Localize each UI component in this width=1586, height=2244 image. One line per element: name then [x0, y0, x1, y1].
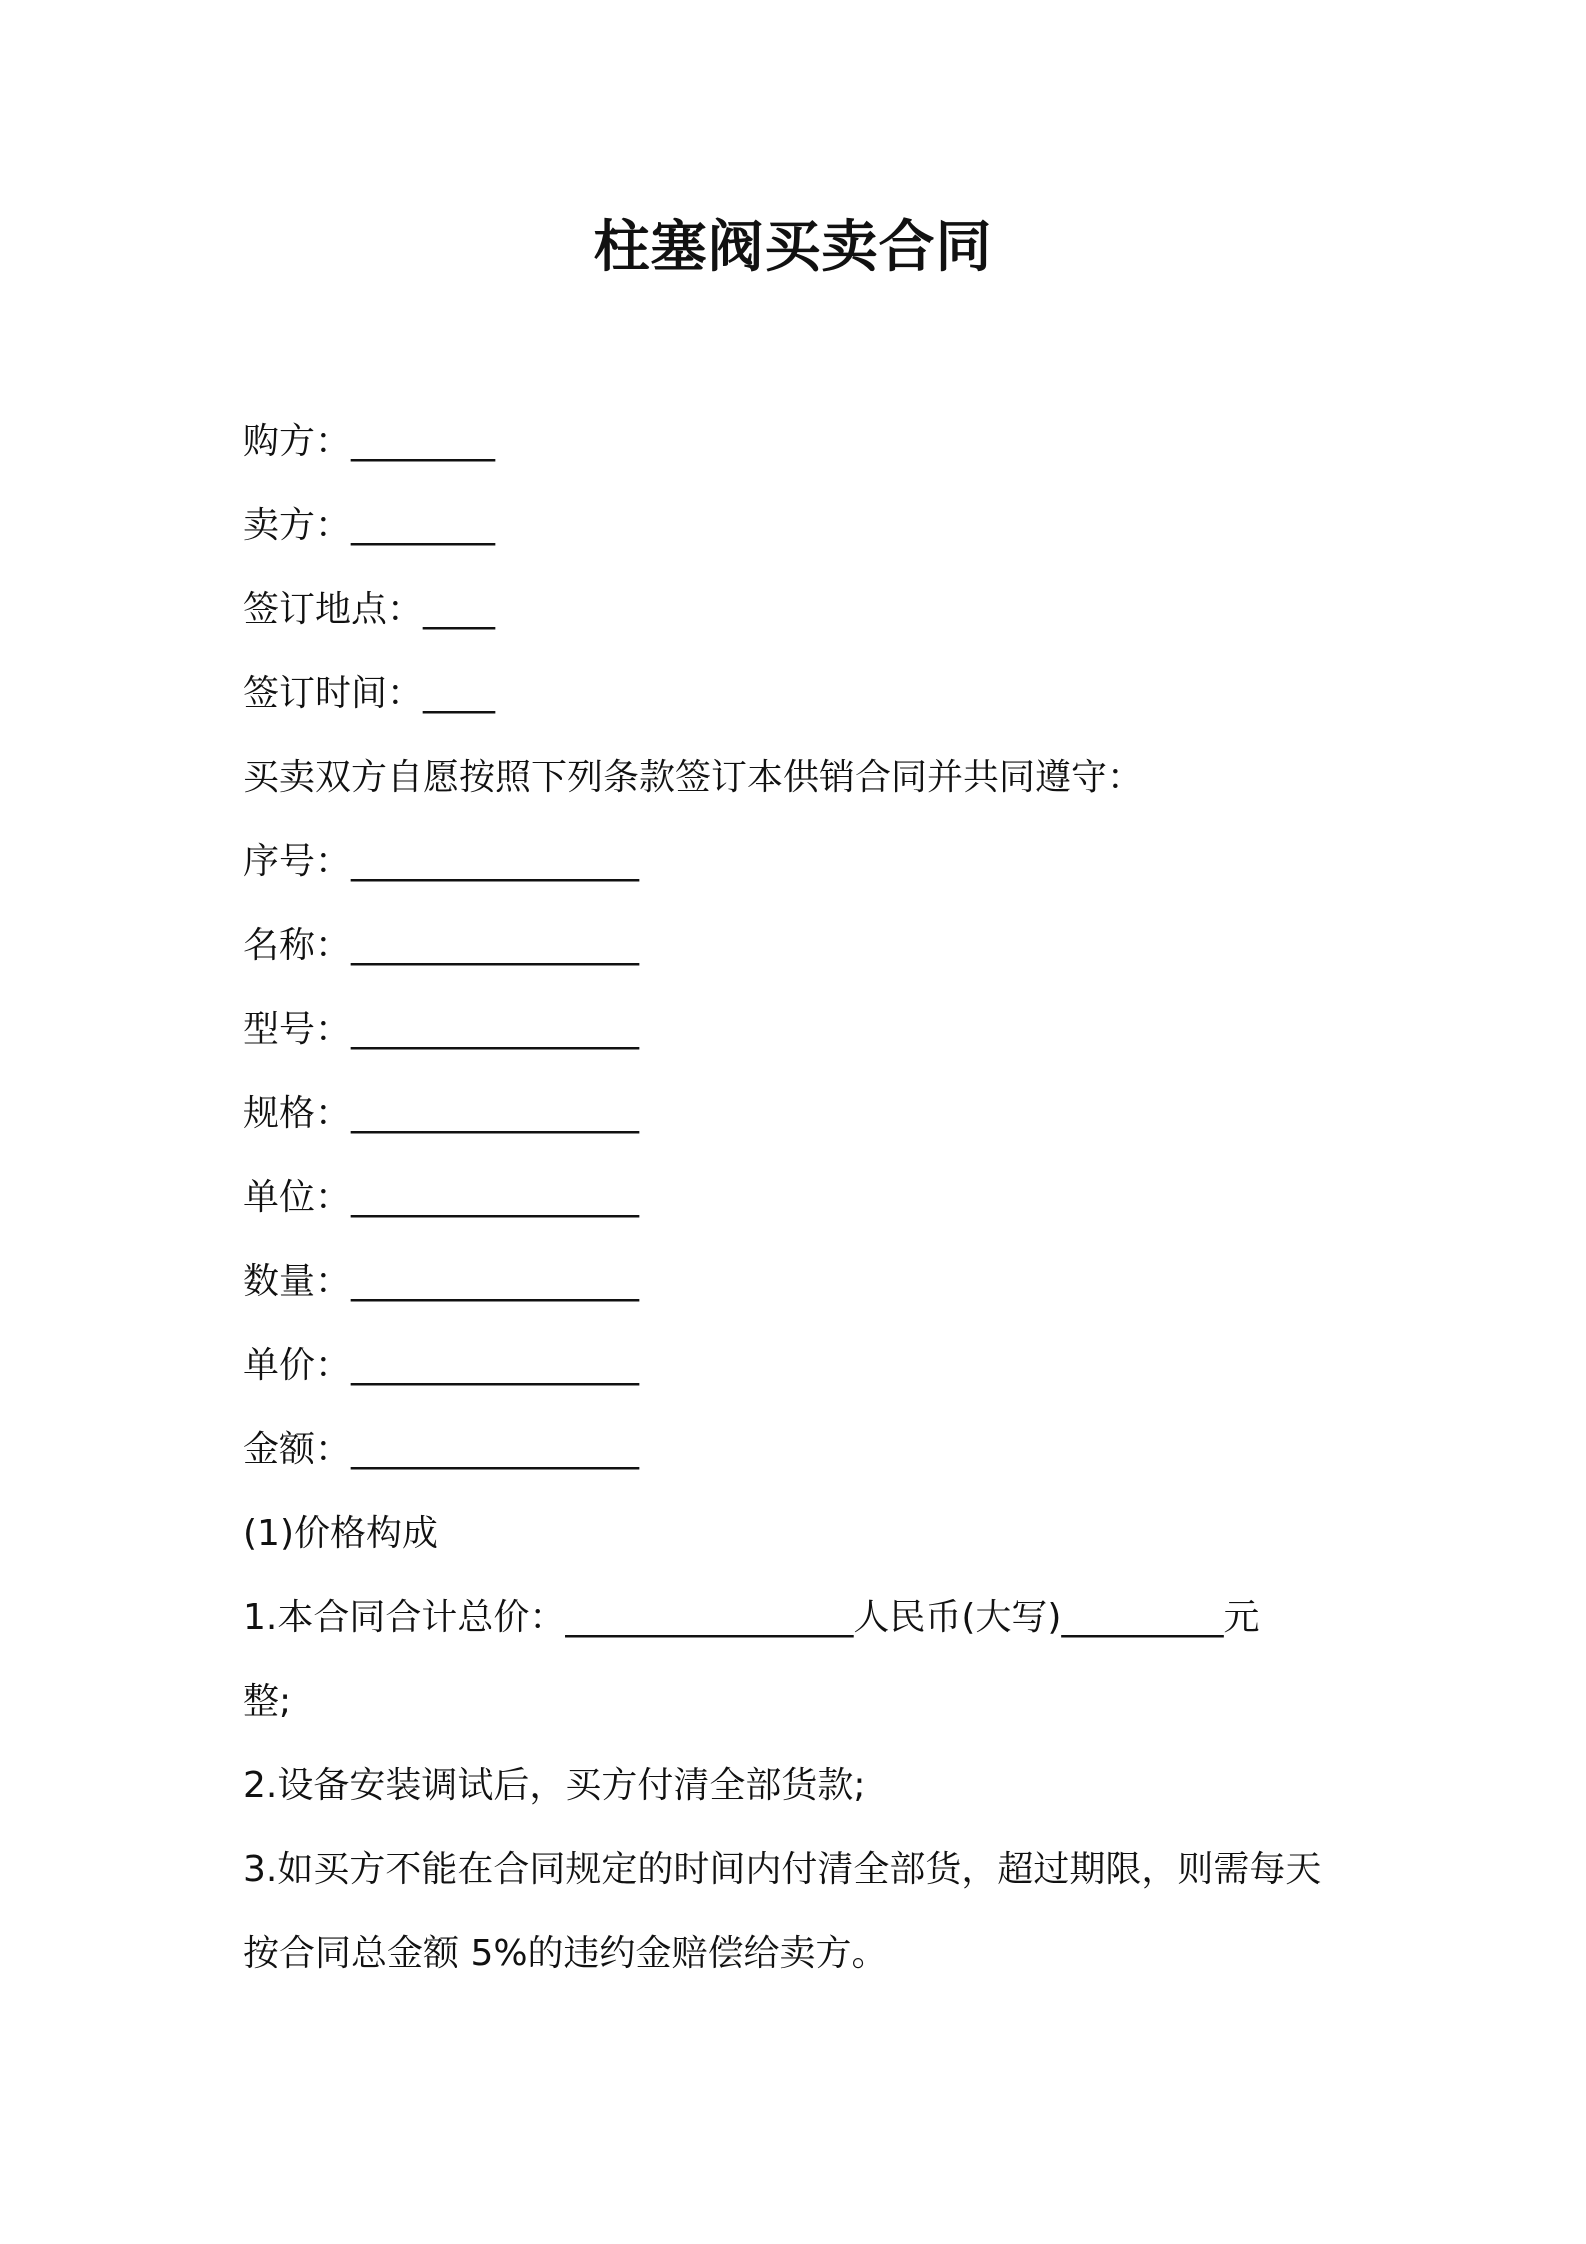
- price-composition-heading: (1)价格构成: [243, 1513, 438, 1554]
- penalty-clause-continued: 按合同总金额 5%的违约金赔偿给卖方。: [243, 1933, 888, 1974]
- document-title: 柱塞阀买卖合同: [593, 215, 993, 280]
- total-price-clause: 1.本合同合计总价：________________人民币(大写)_________元: [243, 1597, 1260, 1638]
- contract-body: [243, 400, 1363, 1996]
- signing-time-line: 签订时间：____: [243, 673, 496, 714]
- total-price-clause-continued: 整;: [243, 1681, 292, 1722]
- quantity-line: 数量：________________: [243, 1261, 640, 1302]
- buyer-line: 购方：________: [243, 421, 496, 462]
- name-line: 名称：________________: [243, 925, 640, 966]
- penalty-clause: 3.如买方不能在合同规定的时间内付清全部货，超过期限，则需每天: [243, 1849, 1322, 1890]
- unit-price-line: 单价：________________: [243, 1345, 640, 1386]
- specification-line: 规格：________________: [243, 1093, 640, 1134]
- signing-location-line: 签订地点：____: [243, 589, 496, 630]
- seller-line: 卖方：________: [243, 505, 496, 546]
- serial-number-line: 序号：________________: [243, 841, 640, 882]
- amount-line: 金额：________________: [243, 1429, 640, 1470]
- model-line: 型号：________________: [243, 1009, 640, 1050]
- unit-line: 单位：________________: [243, 1177, 640, 1218]
- agreement-intro-line: 买卖双方自愿按照下列条款签订本供销合同并共同遵守：: [243, 757, 1144, 798]
- payment-clause: 2.设备安装调试后，买方付清全部货款;: [243, 1765, 866, 1806]
